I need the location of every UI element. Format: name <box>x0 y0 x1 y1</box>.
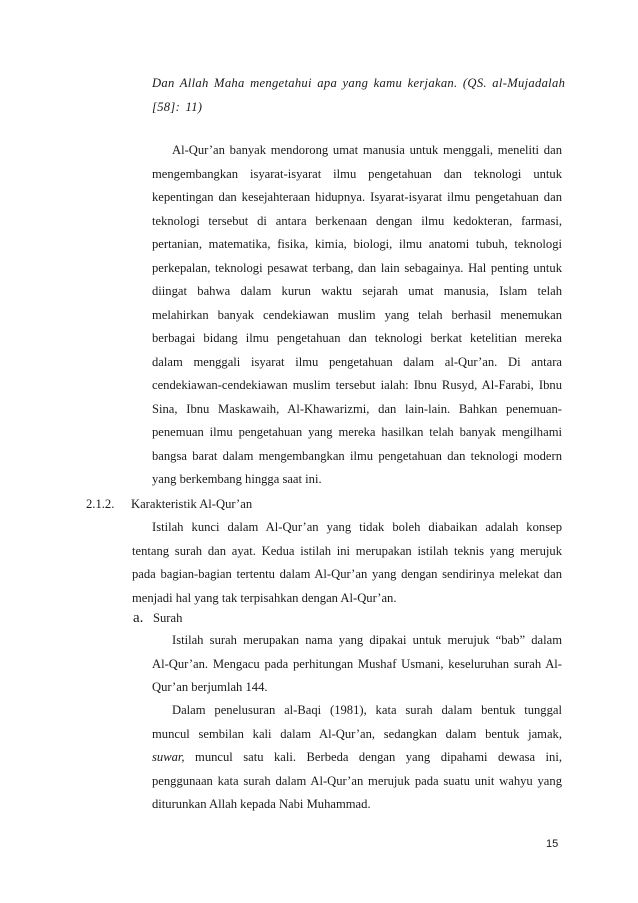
paragraph-line: Istilah surah merupakan nama yang dipakai untuk merujuk “bab” dalam <box>172 633 562 647</box>
paragraph-line: teknologi tersebut di antara berkenaan dengan ilmu kedokteran, farmasi, <box>152 213 562 228</box>
paragraph-line-with-italic <box>152 746 562 770</box>
paragraph-line: pada bagian-bagian tertentu dalam Al-Qur’an yang dengan sendirinya melekat dan <box>132 567 562 581</box>
section-heading <box>86 495 252 513</box>
subsection-title: Surah <box>153 611 183 625</box>
paragraph-characteristics <box>132 516 562 610</box>
paragraph-line: menjadi hal yang tak terpisahkan dengan Al-Qur’an. <box>132 590 397 605</box>
paragraph-line: Al-Qur’an banyak mendorong umat manusia untuk menggali, meneliti dan <box>172 143 562 157</box>
quote-line: Dan Allah Maha mengetahui apa yang kamu kerjakan. (QS. al-Mujadalah <box>152 76 566 90</box>
paragraph-line: muncul sembilan kali dalam Al-Qur’an, sedangkan dalam bentuk jamak, <box>152 726 562 741</box>
paragraph-line: perkepalan, teknologi pesawat terbang, dan lain sebagainya. Hal penting untuk <box>152 260 562 275</box>
page-number: 15 <box>546 838 559 850</box>
paragraph-line: tentang surah dan ayat. Kedua istilah ini merupakan istilah teknis yang merujuk <box>132 543 562 558</box>
paragraph-line: Istilah kunci dalam Al-Qur’an yang tidak boleh diabaikan adalah konsep <box>152 520 562 534</box>
paragraph-line: Sina, Ibnu Maskawaih, Al-Khawarizmi, dan lain-lain. Bahkan penemuan- <box>152 401 562 416</box>
paragraph-line: Qur’an berjumlah 144. <box>152 680 268 694</box>
paragraph-line: Al-Qur’an. Mengacu pada perhitungan Mushaf Usmani, keseluruhan surah Al- <box>152 656 562 671</box>
paragraph-line: penemuan ilmu pengetahuan yang mereka hasilkan telah banyak mengilhami <box>152 425 562 439</box>
paragraph-line: dalam menggali isyarat ilmu pengetahuan dalam al-Qur’an. Di antara <box>152 354 562 369</box>
paragraph-line: penggunaan kata surah dalam Al-Qur’an merujuk pada suatu unit wahyu yang <box>152 773 562 788</box>
paragraph-line: pertanian, matematika, fisika, kimia, biologi, ilmu anatomi tubuh, teknologi <box>152 237 562 251</box>
italic-term: suwar, <box>152 750 185 764</box>
paragraph-surah-usage <box>152 699 562 817</box>
paragraph-line: mengembangkan isyarat-isyarat ilmu pengetahuan dan teknologi untuk <box>152 166 562 181</box>
subsection-marker: a. <box>133 610 144 626</box>
paragraph-line: cendekiawan-cendekiawan muslim tersebut ialah: Ibnu Rusyd, Al-Farabi, Ibnu <box>152 378 562 392</box>
paragraph-surah-definition <box>152 629 562 700</box>
section-title: Karakteristik Al-Qur’an <box>131 497 253 511</box>
paragraph-line: berbagai bidang ilmu pengetahuan dan teknologi berkat ketelitian mereka <box>152 331 562 345</box>
paragraph-line: diturunkan Allah kepada Nabi Muhammad. <box>152 797 371 811</box>
paragraph-line: kepentingan dan kesejahteraan hidupnya. Isyarat-isyarat ilmu pengetahuan dan <box>152 190 562 204</box>
section-number: 2.1.2. <box>86 497 115 511</box>
paragraph-line: yang berkembang hingga saat ini. <box>152 472 322 486</box>
subsection-heading <box>133 609 182 627</box>
paragraph-line: bangsa barat dalam mengembangkan ilmu pengetahuan dan teknologi modern <box>152 448 562 463</box>
paragraph-line: Dalam penelusuran al-Baqi (1981), kata surah dalam bentuk tunggal <box>172 703 562 717</box>
paragraph-intro <box>152 139 562 492</box>
paragraph-line-rest: muncul satu kali. Berbeda dengan yang dipahami dewasa ini, <box>195 750 562 764</box>
paragraph-line: diingat bahwa dalam kurun waktu sejarah umat manusia, Islam telah <box>152 284 562 298</box>
paragraph-line: melahirkan banyak cendekiawan muslim yang telah berhasil menemukan <box>152 307 562 322</box>
quran-quote <box>152 72 566 119</box>
quote-line: [58]: 11) <box>152 99 203 114</box>
